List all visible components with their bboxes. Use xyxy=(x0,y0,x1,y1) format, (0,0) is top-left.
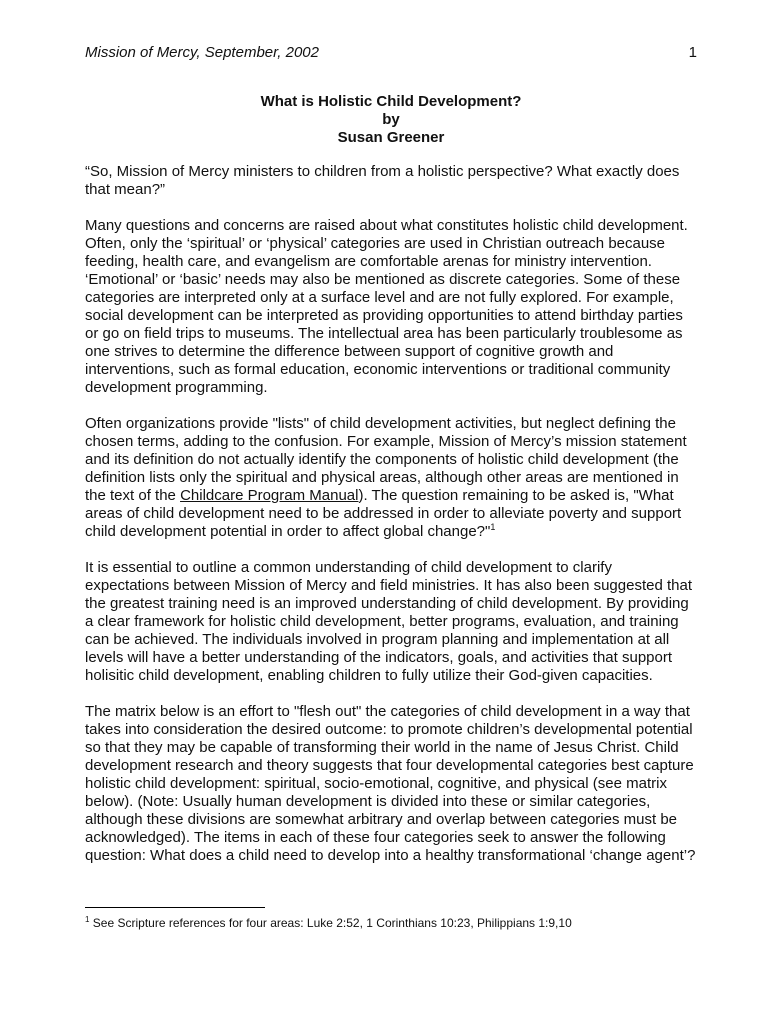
footnote-marker: 1 xyxy=(85,915,90,924)
running-title: Mission of Mercy, September, 2002 xyxy=(85,44,319,61)
page-header xyxy=(85,43,697,63)
title-by: by xyxy=(382,111,400,128)
paragraph-3-text-a: Often organizations provide "lists" of child development activities, but neglect defining the chosen terms, adding to the confusion. For example, Mission of Mercy’s mission statement and its definition do not actually identify the components of holistic child development (the definition lists only the spiritual and physical areas, although other areas are mentioned in the text of the xyxy=(85,415,687,504)
paragraph-4: It is essential to outline a common understanding of child development to clarify expectations between Mission of Mercy and field ministries. It has also been suggested that the greatest training need is an improved understanding of child development. By providing a clear framework for holistic child development, better programs, evaluation, and training can be achieved. The individuals involved in program planning and implementation at all levels will have a better understanding of the indicators, goals, and activities that support holisitic child development, enabling children to fully utilize their God-given capacities. xyxy=(85,559,692,684)
paragraph-2: Many questions and concerns are raised about what constitutes holistic child development. Often, only the ‘spiritual’ or ‘physical’ categories are used in Christian outreach because feeding, health care, and evangelism are comfortable arenas for ministry intervention. ‘Emotional’ or ‘basic’ needs may also be mentioned as discrete categories. Some of these categories are interpreted only at a surface level and are not fully explored. For example, social development can be interpreted as providing opportunities to attend birthday parties or go on field trips to museums. The intellectual area has been particularly troublesome as one strives to determine the difference between support of cognitive growth and interventions, such as formal education, economic interventions or traditional community development programming. xyxy=(85,217,688,396)
footnote xyxy=(85,915,697,931)
childcare-manual-title: Childcare Program Manual xyxy=(180,487,359,504)
document-title: What is Holistic Child Development? xyxy=(260,93,522,110)
paragraph-5: The matrix below is an effort to "flesh out" the categories of child development in a way that takes into consideration the desired outcome: to promote children’s developmental potential so that they may be capable of transforming their world in the name of Jesus Christ. Child development research and theory suggests that four developmental categories best capture holistic child development: spiritual, socio-emotional, cognitive, and physical (see matrix below). (Note: Usually human development is divided into these or similar categories, although these divisions are somewhat arbitrary and overlap between categories must be acknowledged). The items in each of these four categories seek to answer the following question: What does a child need to develop into a healthy transformational ‘change agent’? xyxy=(85,703,696,864)
footnote-reference: 1 xyxy=(490,522,496,532)
paragraph-1: “So, Mission of Mercy ministers to children from a holistic perspective? What exactly does that mean?” xyxy=(85,163,680,198)
footnote-text: See Scripture references for four areas: Luke 2:52, 1 Corinthians 10:23, Philippians 1:9,10 xyxy=(89,916,572,930)
page-number: 1 xyxy=(688,44,697,61)
document-title-block xyxy=(85,93,697,147)
paragraph-3 xyxy=(85,415,700,541)
author-name: Susan Greener xyxy=(337,129,445,146)
paragraph-3-text-b: ). The question remaining to be asked is, "What areas of child development need to be addressed in order to alleviate poverty and support child development potential in order to affect global change?" xyxy=(85,487,682,540)
footnote-divider xyxy=(85,907,265,908)
document-body xyxy=(85,163,700,883)
